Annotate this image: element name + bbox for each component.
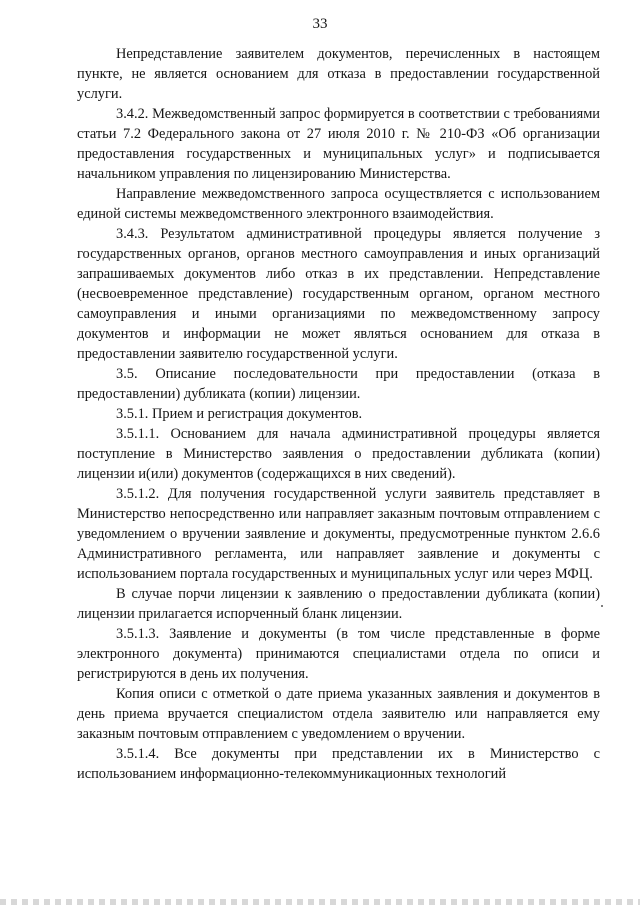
paragraph: Направление межведомственного запроса осуществляется с использованием единой системы межведомственного электронного взаимодействия. [77,186,600,222]
paragraph: 3.4.2. Межведомственный запрос формируется в соответствии с требованиями статьи 7.2 Федерального закона от 27 июля 2010 г. № 210-ФЗ «Об организации предоставления государственных и муниципальных услуг» и подписывается начальником управления по лицензированию Министерства. [77,106,600,182]
scan-speck [601,605,603,607]
paragraph: 3.4.3. Результатом административной процедуры является получение з государственных органов, органов местного самоуправления и иных организаций запрашиваемых документов либо отказ в их представлении. Непредставление (несвоевременное представление) государственным органом, органом местного самоуправления и иными организациями по межведомственному запросу документов и информации не может являться основанием для отказа в предоставлении заявителю государственной услуги. [77,226,600,362]
page-number: 33 [312,16,328,32]
paragraph: В случае порчи лицензии к заявлению о предоставлении дубликата (копии) лицензии прилагается испорченный бланк лицензии. [77,586,600,622]
paragraph: 3.5. Описание последовательности при предоставлении (отказа в предоставлении) дубликата (копии) лицензии. [77,366,600,402]
paragraph: 3.5.1.1. Основанием для начала административной процедуры является поступление в Министерство заявления о предоставлении дубликата (копии) лицензии и(или) документов (содержащихся в них сведений). [77,426,600,482]
paragraph: Непредставление заявителем документов, перечисленных в настоящем пункте, не является основанием для отказа в предоставлении государственной услуги. [77,46,600,102]
paragraph: 3.5.1.4. Все документы при представлении их в Министерство с использованием информационно-телекоммуникационных технологий [77,746,600,782]
paragraph: 3.5.1.3. Заявление и документы (в том числе представленные в форме электронного документа) принимаются специалистами отдела по описи и регистрируются в день их получения. [77,626,600,682]
paragraph: 3.5.1.2. Для получения государственной услуги заявитель представляет в Министерство непосредственно или направляет заказным почтовым отправлением с уведомлением о вручении заявление и документы, предусмотренные пунктом 2.6.6 Административного регламента, или направляет заявление и документы с использованием портала государственных и муниципальных услуг или через МФЦ. [77,486,600,582]
scan-edge [0,899,640,905]
paragraph: 3.5.1. Прием и регистрация документов. [116,406,363,422]
paragraph: Копия описи с отметкой о дате приема указанных заявления и документов в день приема вручается специалистом отдела заявителю или направляется ему заказным почтовым отправлением с уведомлением о вручении. [77,686,600,742]
body-text [77,44,600,784]
